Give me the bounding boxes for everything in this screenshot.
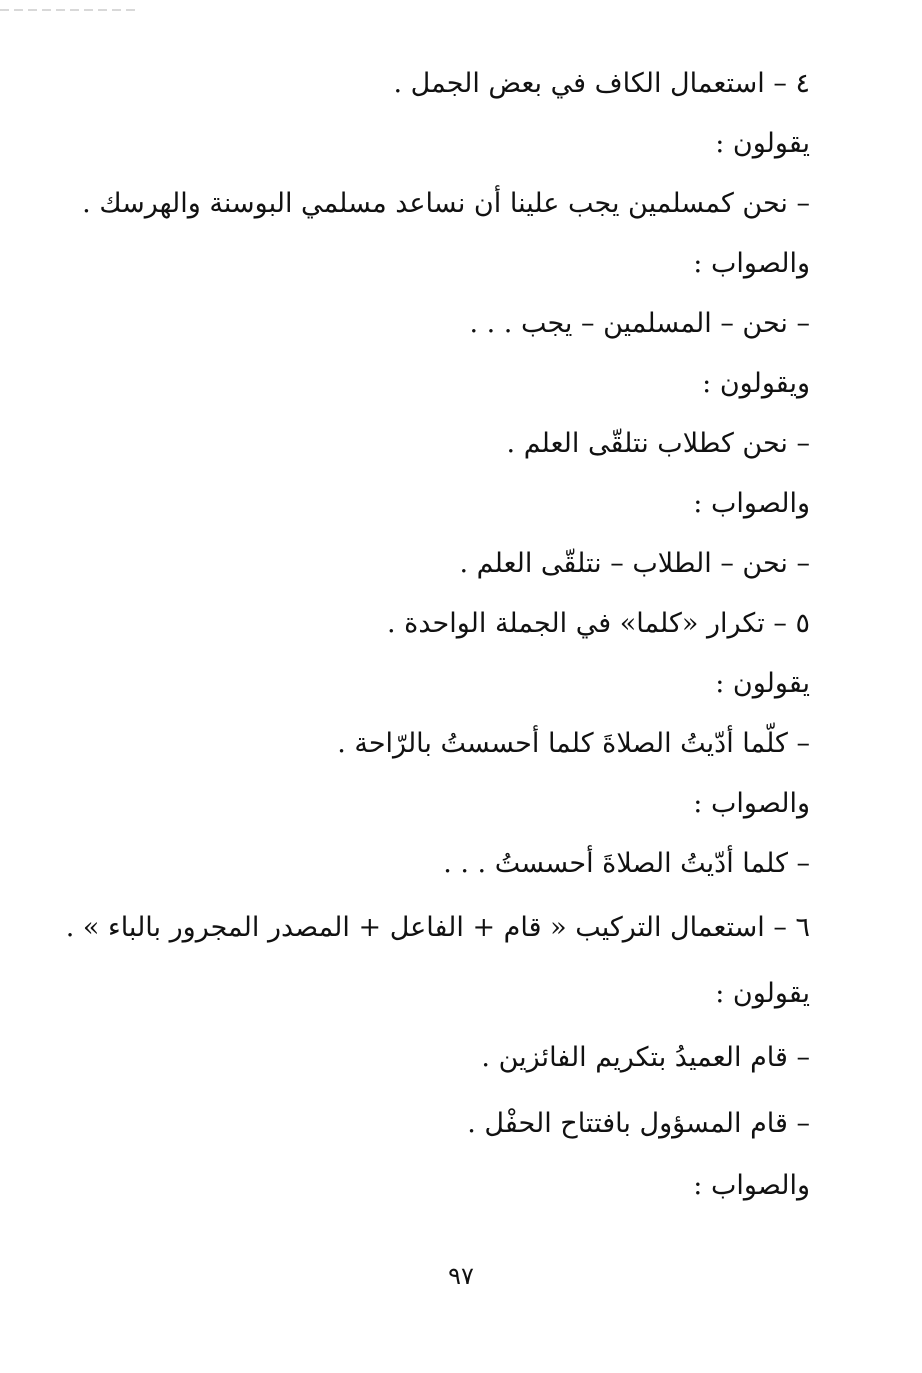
page-number: ٩٧ — [448, 1262, 474, 1290]
example-incorrect: – نحن كطلاب نتلقّى العلم . — [506, 428, 810, 459]
label-correct: والصواب : — [693, 1170, 810, 1201]
example-incorrect: – كلّما أدّيتُ الصلاةَ كلما أحسستُ بالرّاحة . — [337, 728, 810, 759]
heading-item-4: ٤ – استعمال الكاف في بعض الجمل . — [393, 68, 810, 99]
label-they-say: يقولون : — [715, 128, 810, 159]
label-correct: والصواب : — [693, 788, 810, 819]
example-incorrect: – نحن كمسلمين يجب علينا أن نساعد مسلمي البوسنة والهرسك . — [82, 188, 810, 219]
label-they-say: ويقولون : — [702, 368, 810, 399]
example-correct: – نحن – الطلاب – نتلقّى العلم . — [459, 548, 810, 579]
label-they-say: يقولون : — [715, 668, 810, 699]
heading-item-6: ٦ – استعمال التركيب « قام + الفاعل + المصدر المجرور بالباء » . — [65, 912, 810, 943]
label-they-say: يقولون : — [715, 978, 810, 1009]
example-correct: – كلما أدّيتُ الصلاةَ أحسستُ . . . — [443, 848, 810, 879]
scan-artifact — [0, 9, 135, 11]
example-incorrect: – قام العميدُ بتكريم الفائزين . — [481, 1042, 810, 1073]
example-incorrect: – قام المسؤول بافتتاح الحفْل . — [467, 1108, 810, 1139]
label-correct: والصواب : — [693, 488, 810, 519]
example-correct: – نحن – المسلمين – يجب . . . — [469, 308, 810, 339]
heading-item-5: ٥ – تكرار «كلما» في الجملة الواحدة . — [387, 608, 810, 639]
label-correct: والصواب : — [693, 248, 810, 279]
